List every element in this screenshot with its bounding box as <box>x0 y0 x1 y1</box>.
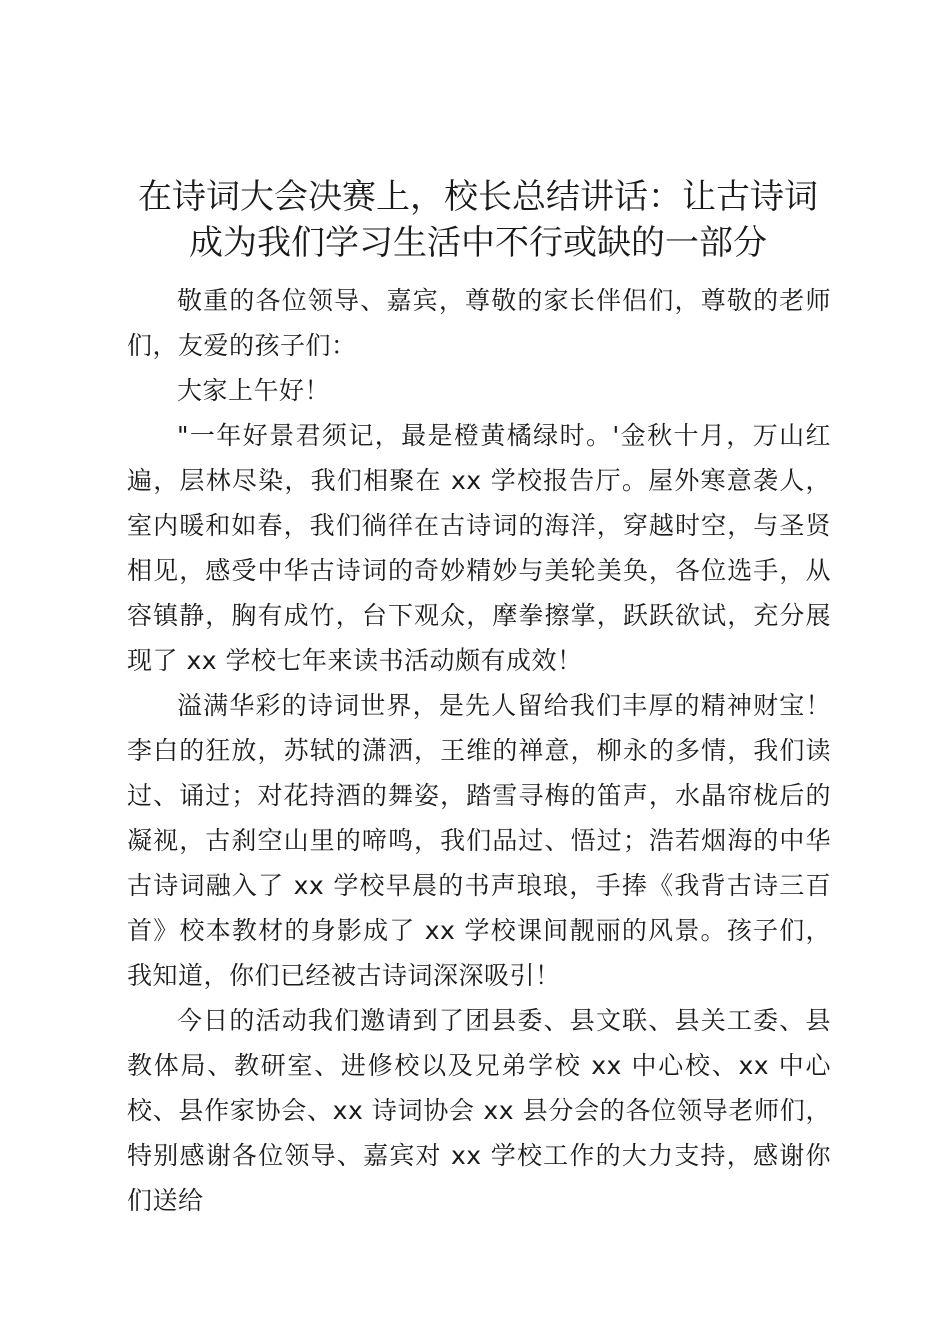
paragraph-thanks: 今日的活动我们邀请到了团县委、县文联、县关工委、县教体局、教研室、进修校以及兄弟学校 xx 中心校、xx 中心校、县作家协会、xx 诗词协会 xx 县分会的各位领导老师们，特别感谢各位领导、嘉宾对 xx 学校工作的大力支持，感谢你们送给 <box>127 1006 831 1215</box>
paragraph-opening: "一年好景君须记，最是橙黄橘绿时。'金秋十月，万山红遍，层林尽染，我们相聚在 xx 学校报告厅。屋外寒意袭人，室内暖和如春，我们徜徉在古诗词的海洋，穿越时空，与圣贤相见，感受中华古诗词的奇妙精妙与美轮美奂，各位选手，从容镇静，胸有成竹，台下观众，摩拳擦掌，跃跃欲试，充分展现了 xx 学校七年来读书活动颇有成效！ <box>127 421 831 675</box>
document-body <box>127 278 831 1223</box>
document-title <box>118 174 838 266</box>
title-line-2: 成为我们学习生活中不行或缺的一部分 <box>189 223 767 263</box>
paragraph-salutation: 敬重的各位领导、嘉宾，尊敬的家长伴侣们，尊敬的老师们，友爱的孩子们： <box>127 286 831 360</box>
paragraph-poetry-world: 溢满华彩的诗词世界，是先人留给我们丰厚的精神财宝！李白的狂放，苏轼的潇洒，王维的禅意，柳永的多情，我们读过、诵过；对花持酒的舞姿，踏雪寻梅的笛声，水晶帘栊后的凝视，古刹空山里的啼鸣，我们品过、悟过；浩若烟海的中华古诗词融入了 xx 学校早晨的书声琅琅，手捧《我背古诗三百首》校本教材的身影成了 xx 学校课间靓丽的风景。孩子们，我知道，你们已经被古诗词深深吸引！ <box>127 691 831 990</box>
paragraph-greeting: 大家上午好！ <box>177 376 331 405</box>
title-line-1: 在诗词大会决赛上，校长总结讲话：让古诗词 <box>138 177 818 217</box>
